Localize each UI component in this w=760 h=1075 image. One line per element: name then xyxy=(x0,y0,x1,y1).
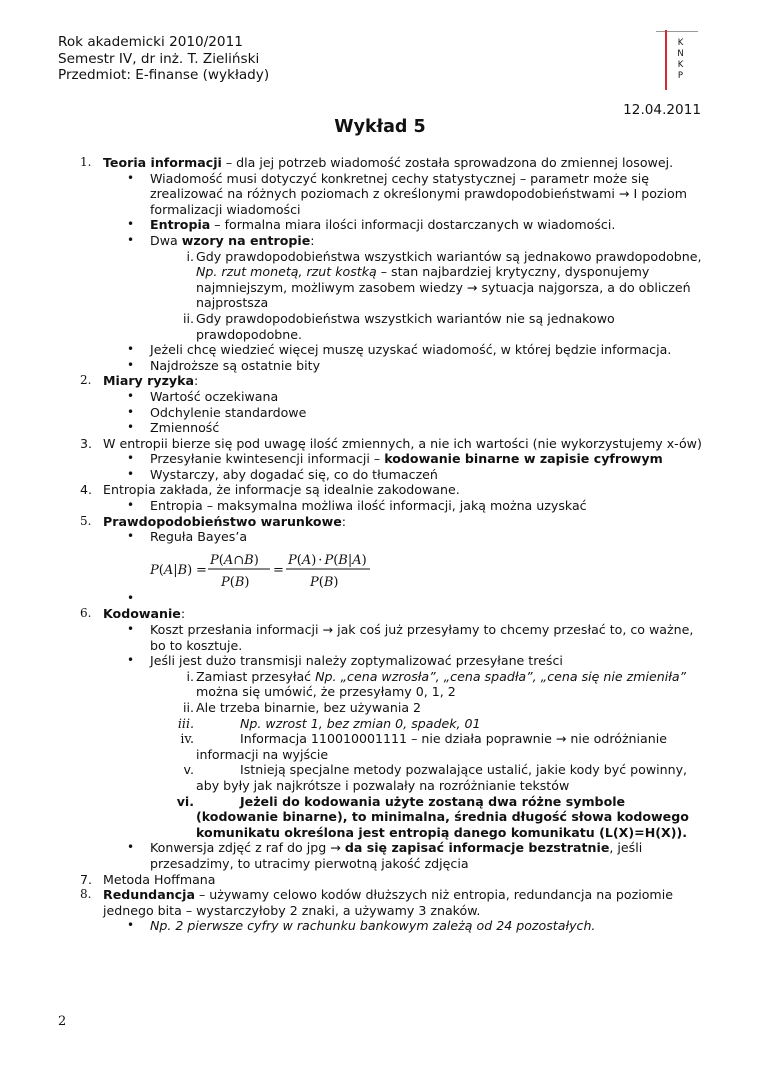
list-item-3: 3. W entropii bierze się pod uwagę ilość zmiennych, a nie ich wartości (nie wykorzystujemy x-ów) xyxy=(80,435,702,451)
svg-text:P(A∩B): P(A∩B) xyxy=(210,552,259,568)
roman-item: ii. Gdy prawdopodobieństwa wszystkich wariantów nie są jednakowo prawdopodobne. xyxy=(182,310,615,342)
list-item-2: 2. Miary ryzyka: xyxy=(80,373,199,389)
bullet-item: • Najdroższe są ostatnie bity xyxy=(127,357,321,373)
document-header xyxy=(58,34,269,84)
roman-item: i. Zamiast przesyłać Np. „cena wzrosła”, „cena spadła”, „cena się nie zmieniła” można się umówić, że przesyłamy 0, 1, 2 xyxy=(186,668,687,700)
lecture-date: 12.04.2011 xyxy=(623,102,701,118)
logo-rule xyxy=(656,31,698,32)
svg-text:=: = xyxy=(273,562,284,578)
roman-item: iii. Np. wzrost 1, bez zmian 0, spadek, 01 xyxy=(177,715,481,731)
list-item-6: 6. Kodowanie: xyxy=(80,606,186,622)
empty-bullet-item: • xyxy=(127,590,135,605)
bullet-item: • Zmienność xyxy=(127,420,220,436)
list-item-7: 7. Metoda Hoffmana xyxy=(80,871,216,887)
list-item-5: 5. Prawdopodobieństwo warunkowe: xyxy=(80,513,346,529)
academic-year: Rok akademicki 2010/2011 xyxy=(58,34,243,50)
knkp-logo xyxy=(656,30,698,90)
bullet-item: • Dwa wzory na entropie: xyxy=(127,232,315,248)
roman-item: ii. Ale trzeba binarnie, bez używania 2 xyxy=(182,700,422,715)
lecture-content xyxy=(58,155,708,934)
roman-item: i. Gdy prawdopodobieństwa wszystkich wariantów są jednakowo prawdopodobne, Np. rzut monetą, rzut kostką – stan najbardziej krytyczny, dysponujemy najmniejszym, możliwym zasobem wiedzy → sytuacja najgorsza, a do obliczeń najprostsza xyxy=(186,248,702,311)
bullet-item: • Jeżeli chcę wiedzieć więcej muszę uzyskać wiadomość, w której będzie informacja. xyxy=(127,342,672,358)
bullet-item: • Reguła Bayes’a xyxy=(127,529,248,545)
list-item-4: 4. Entropia zakłada, że informacje są idealnie zakodowane. xyxy=(80,482,460,498)
bullet-item: • Jeśli jest dużo transmisji należy zoptymalizować przesyłane treści xyxy=(127,653,563,669)
bullet-item: • Przesyłanie kwintesencji informacji – kodowanie binarne w zapisie cyfrowym xyxy=(127,451,663,467)
svg-text:P(A)·P(B|A): P(A) · P(B|A) xyxy=(288,552,367,568)
svg-text:P(B): P(B) xyxy=(221,574,250,590)
list-item-8: 8. Redundancja – używamy celowo kodów dłuższych niż entropia, redundancja na poziomie jednego bita – wystarczyłoby 2 znaki, a używamy 3 znaków. xyxy=(80,887,673,918)
bullet-item: • Np. 2 pierwsze cyfry w rachunku bankowym zależą od 24 pozostałych. xyxy=(127,918,596,934)
bullet-item: • Wystarczy, aby dogadać się, co do tłumaczeń xyxy=(127,466,438,482)
bayes-formula-graphic xyxy=(148,545,388,591)
bullet-item: • Odchylenie standardowe xyxy=(127,404,307,420)
svg-text:=: = xyxy=(196,562,207,578)
bullet-item: • Wartość oczekiwana xyxy=(127,388,279,404)
bullet-item: • Entropia – maksymalna możliwa ilość informacji, jaką można uzyskać xyxy=(127,498,587,514)
list-item-1: 1. Teoria informacji – dla jej potrzeb wiadomość została sprowadzona do zmiennej losowej. xyxy=(80,155,674,170)
bullet-item: • Entropia – formalna miara ilości informacji dostarczanych w wiadomości. xyxy=(127,217,616,233)
subject: Przedmiot: E-finanse (wykłady) xyxy=(58,67,270,83)
logo-red-bar xyxy=(665,30,667,90)
roman-item: iv. Informacja 110010001111 – nie działa poprawnie → nie odróżnianie informacji na wyjście xyxy=(180,731,667,762)
bayes-formula xyxy=(58,545,708,591)
bullet-item: • Koszt przesłania informacji → jak coś już przesyłamy to chcemy przesłać to, co ważne, bo to kosztuje. xyxy=(127,622,694,653)
page-title: Wykład 5 xyxy=(334,117,426,137)
roman-item: v. Istnieją specjalne metody pozwalające ustalić, jakie kody być powinny, aby były jak najkrótsze i pozwalały na rozróżnianie tekstów xyxy=(183,762,688,793)
page-number: 2 xyxy=(58,1014,67,1029)
svg-text:P(A|B): P(A|B) xyxy=(150,562,193,578)
roman-item: vi. Jeżeli do kodowania użyte zostaną dwa różne symbole (kodowanie binarne), to minimalna, średnia długość słowa kodowego komunikatu określona jest entropią danego komunikatu (L(X)=H(X)). xyxy=(176,793,689,840)
svg-text:P(B): P(B) xyxy=(310,574,339,590)
bullet-item: • Konwersja zdjęć z raf do jpg → da się zapisać informacje bezstratnie, jeśli przesadzimy, to utracimy pierwotną jakość zdjęcia xyxy=(127,840,643,871)
semester-lecturer: Semestr IV, dr inż. T. Zieliński xyxy=(58,50,260,67)
bullet-item: • Wiadomość musi dotyczyć konkretnej cechy statystycznej – parametr może się zrealizować na różnych poziomach z określonymi prawdopodobieństwami → I poziom formalizacji wiadomości xyxy=(127,170,687,217)
logo-letters: K N K P xyxy=(677,38,684,81)
